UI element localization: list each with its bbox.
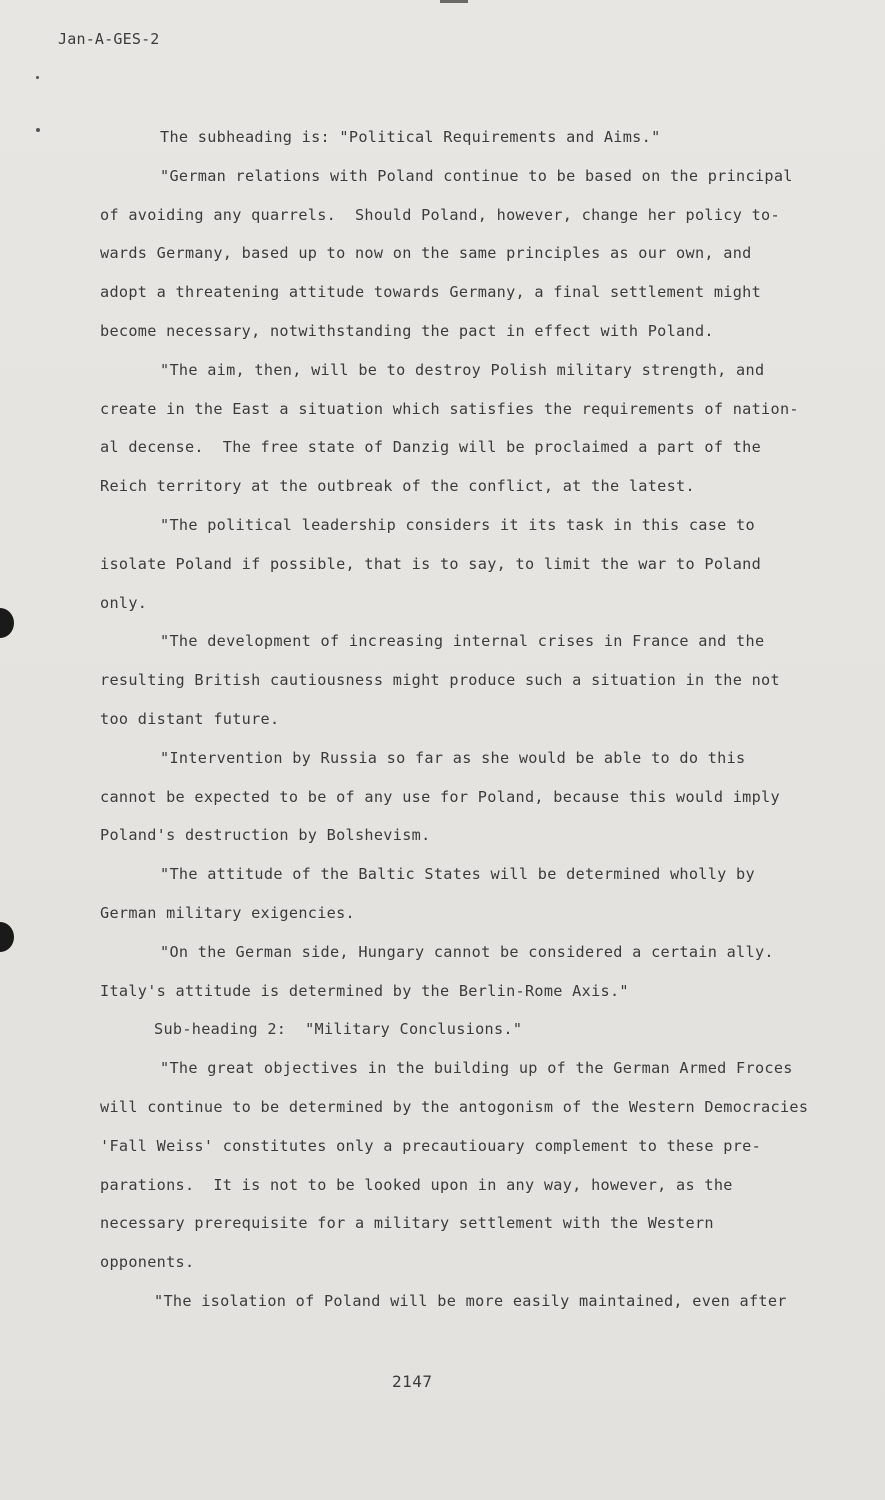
text-line: isolate Poland if possible, that is to say, to limit the war to Poland [100,554,762,573]
text-line: only. [100,593,148,612]
text-line: "The isolation of Poland will be more easily maintained, even after [154,1291,787,1310]
text-line: necessary prerequisite for a military settlement with the Western [100,1214,714,1233]
text-line: The subheading is: "Political Requirements and Aims." [160,128,661,146]
top-edge-mark [440,0,468,3]
text-line: Reich territory at the outbreak of the conflict, at the latest. [100,477,695,496]
text-line: wards Germany, based up to now on the same principles as our own, and [100,244,752,263]
text-line: "The development of increasing internal crises in France and the [160,632,765,651]
text-line: al decense. The free state of Danzig will be proclaimed a part of the [100,438,762,457]
text-line: Italy's attitude is determined by the Berlin-Rome Axis." [100,981,629,1000]
text-line: German military exigencies. [100,903,355,922]
text-line: "The aim, then, will be to destroy Polish military strength, and [160,360,765,379]
text-line: "On the German side, Hungary cannot be considered a certain ally. [160,942,774,961]
text-line: "The attitude of the Baltic States will be determined wholly by [160,865,755,884]
text-line: "German relations with Poland continue to be based on the principal [160,166,793,185]
text-line: "The great objectives in the building up of the German Armed Froces [160,1059,793,1078]
text-line: Sub-heading 2: "Military Conclusions." [154,1020,523,1039]
text-line: too distant future. [100,709,280,728]
text-line: create in the East a situation which satisfies the requirements of nation- [100,399,799,418]
text-line: Poland's destruction by Bolshevism. [100,826,431,845]
text-line: 'Fall Weiss' constitutes only a precautiouary complement to these pre- [100,1136,762,1155]
document-body [100,118,840,1321]
text-line: will continue to be determined by the antogonism of the Western Democracies [100,1097,809,1116]
text-line: cannot be expected to be of any use for Poland, because this would imply [100,787,780,806]
paper-speck [36,76,39,79]
text-line: resulting British cautiousness might produce such a situation in the not [100,671,780,690]
document-header-id: Jan-A-GES-2 [58,30,160,48]
text-line: "Intervention by Russia so far as she would be able to do this [160,748,746,767]
text-line: "The political leadership considers it its task in this case to [160,515,755,534]
text-line: adopt a threatening attitude towards Germany, a final settlement might [100,283,762,302]
page-number: 2147 [392,1372,433,1391]
punch-hole-icon [0,922,14,952]
paper-speck [36,128,40,132]
text-line: of avoiding any quarrels. Should Poland, however, change her policy to- [100,205,780,224]
text-line: opponents. [100,1253,195,1272]
punch-hole-icon [0,608,14,638]
text-line: become necessary, notwithstanding the pact in effect with Poland. [100,321,714,340]
text-line: parations. It is not to be looked upon in any way, however, as the [100,1175,733,1194]
